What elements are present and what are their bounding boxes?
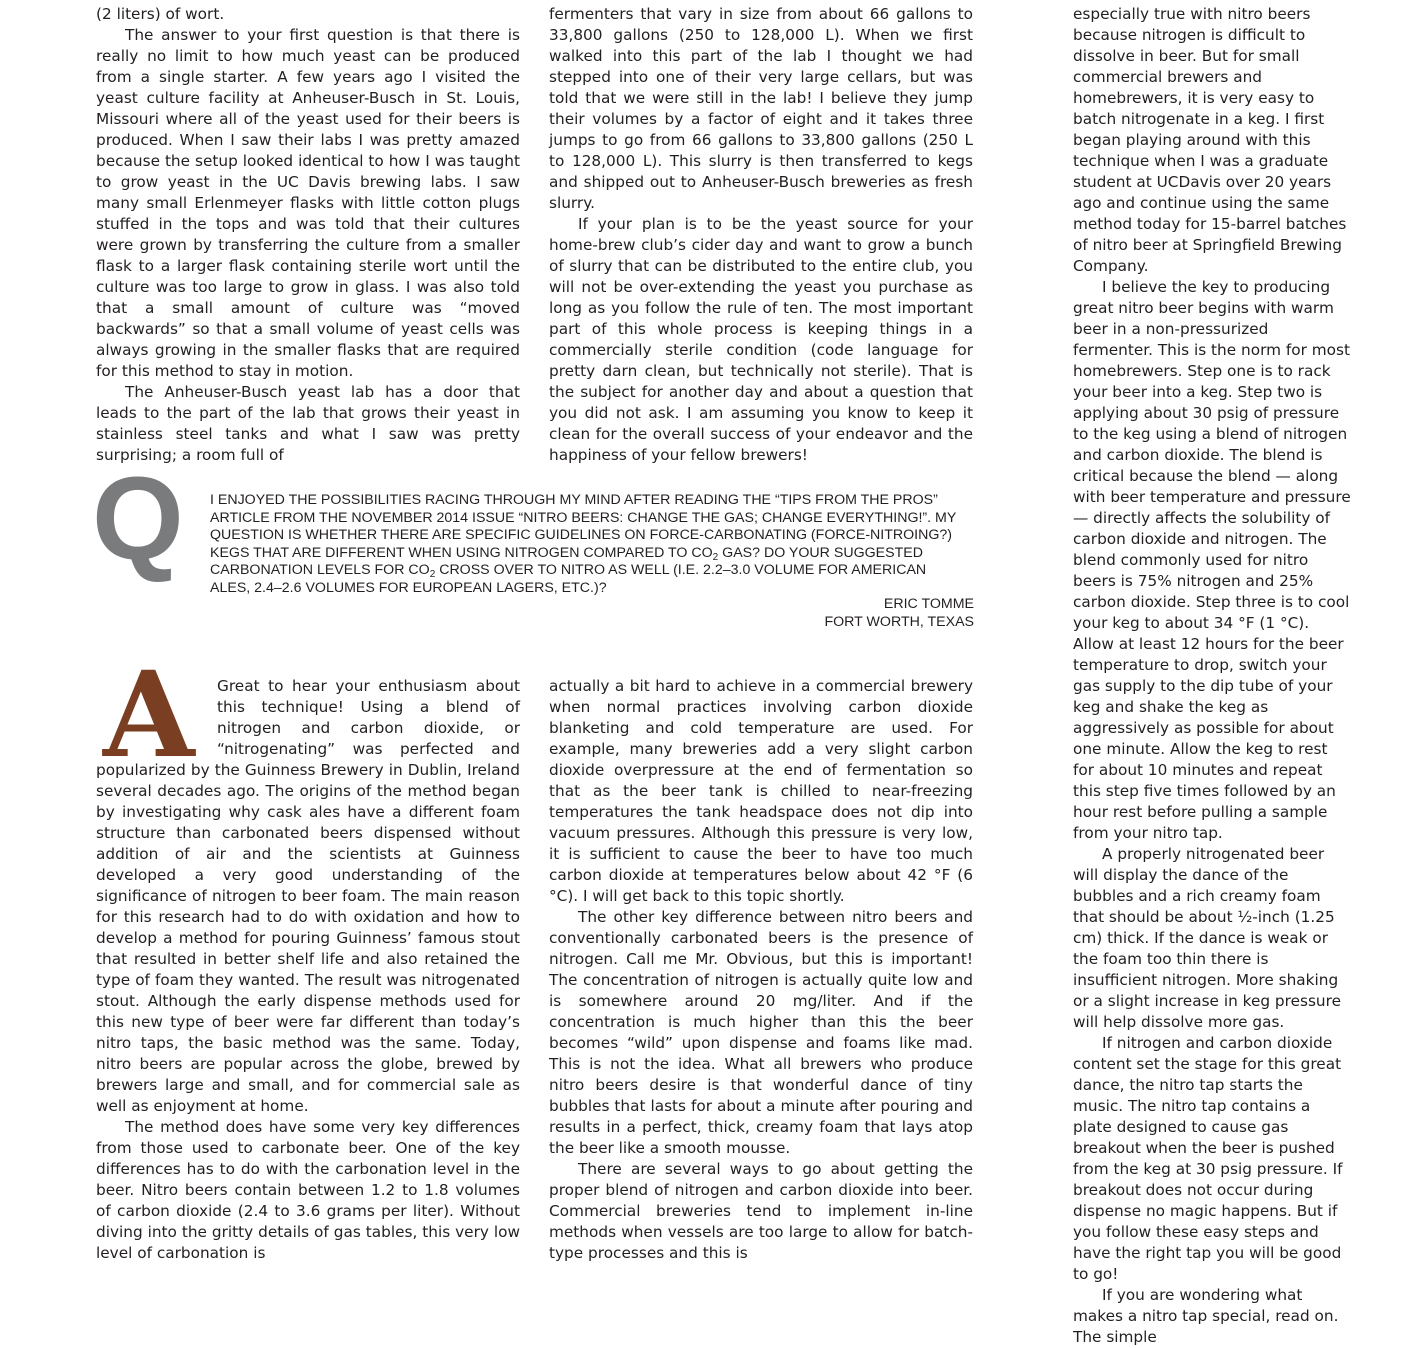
paragraph: If your plan is to be the yeast source for your home-brew club’s cider day and want to grow a bunch of slurry that can be distributed to the entire club, you will not be over-extending the yeast you purchase as long as you follow the rule of ten. The most important part of this whole process is keeping things in a commercially sterile condition (code language for pretty darn clean, but technically not sterile). That is the subject for another day and about a question that you did not ask. I am assuming you know to keep it clean for the overall success of your endeavor and the happiness of your fellow brewers! (549, 215, 973, 464)
question-text (96, 492, 966, 598)
paragraph: I believe the key to producing great nitro beer begins with warm beer in a non-pressurized fermenter. This is the norm for most homebrewers. Step one is to rack your beer into a keg. Step two is applying about 30 psig of pressure to the keg using a blend of nitrogen and carbon dioxide. The blend is critical because the blend — along with beer temperature and pressure — directly affects the solubility of carbon dioxide and nitrogen. The blend commonly used for nitro beers is 75% nitrogen and 25% carbon dioxide. Step three is to cool your keg to about 34 °F (1 °C). Allow at least 12 hours for the beer temperature to drop, switch your gas supply to the dip tube of your keg and shake the keg as aggressively as possible for about one minute. Allow the keg to rest for about 10 minutes and repeat this step five times followed by an hour rest before pulling a sample from your nitro tap. (1073, 278, 1351, 842)
paragraph: If nitrogen and carbon dioxide content set the stage for this great dance, the nitro tap starts the music. The nitro tap contains a plate designed to cause gas breakout when the beer is pushed from the keg at 30 psig pressure. If breakout does not occur during dispense no magic happens. But if you follow these easy steps and have the right tap you will be good to go! (1073, 1034, 1343, 1283)
answer-opening: Great to hear your enthusiasm about this technique! Using a blend of nitrogen and carbon dioxide, or “nitrogenating” was perfected and popularized by the Guinness Brewery in Dublin, Ireland several decades ago. The origins of the method began by investigating why cask ales have a different foam structure than carbonated beers dispensed without addition of air and the scientists at Guinness developed a very good understanding of the significance of nitrogen to beer foam. The main reason for this research had to do with oxidation and how to develop a method for pouring Guinness’ famous stout that resulted in better shelf life and also retained the type of foam they wanted. The result was nitrogenated stout. Although the early dispense methods used for this new type of beer were far different than today’s nitro taps, the basic method was the same. Today, nitro beers are popular across the globe, brewed by brewers large and small, and for commercial sale as well as enjoyment at home. (96, 677, 520, 1115)
paragraph: The other key difference between nitro beers and conventionally carbonated beers is the presence of nitrogen. Call me Mr. Obvious, but this is important! The concentration of nitrogen is actually quite low and is somewhere around 20 mg/liter. And if the concentration is much higher than this the beer becomes “wild” upon dispense and foams like mad. This is not the idea. What all brewers who produce nitro beers desire is that wonderful dance of tiny bubbles that lasts for about a minute after pouring and results in a perfect, thick, creamy foam that lays atop the beer like a smooth mousse. (549, 908, 973, 1157)
subscript: 2 (429, 569, 436, 581)
paragraph: If you are wondering what makes a nitro tap special, read on. The simple (1073, 1286, 1339, 1346)
column-3 (1073, 4, 1351, 1348)
subscript: 2 (712, 551, 719, 563)
question-text-part-b: GAS? DO YOUR SUGGESTED CARBONATION LEVELS FOR CO (210, 544, 923, 579)
paragraph: (2 liters) of wort. (96, 5, 225, 23)
paragraph (96, 676, 520, 1117)
dropcap-spacer (96, 676, 217, 760)
column-1-top (96, 4, 520, 466)
column-2-top (549, 4, 973, 466)
question-location: FORT WORTH, TEXAS (824, 613, 974, 630)
column-1-bottom (96, 676, 520, 1264)
paragraph: A properly nitrogenated beer will display the dance of the bubbles and a rich creamy foam that should be about ½-inch (1.25 cm) thick. If the dance is weak or the foam too thin there is insufficient nitrogen. More shaking or a slight increase in keg pressure will help dissolve more gas. (1073, 845, 1341, 1031)
column-2-bottom (549, 676, 973, 1264)
paragraph: fermenters that vary in size from about 66 gallons to 33,800 gallons (250 to 128,000 L). When we first walked into this part of the lab I thought we had stepped into one of their very large cellars, but was told that we were still in the lab! I believe they jump their volumes by a factor of eight and it takes three jumps to go from 66 gallons to 33,800 gallons (250 L to 128,000 L). This slurry is then transferred to kegs and shipped out to Anheuser-Busch breweries as fresh slurry. (549, 5, 973, 212)
question-block (92, 453, 976, 630)
paragraph: actually a bit hard to achieve in a commercial brewery when normal practices involving carbon dioxide blanketing and cold temperature are used. For example, many breweries add a very slight carbon dioxide overpressure at the end of fermentation so that as the beer tank is chilled to near-freezing temperatures the tank headspace does not dip into vacuum pressures. Although this pressure is very low, it is sufficient to cause the beer to have too much carbon dioxide at temperatures below about 42 °F (6 °C). I will get back to this topic shortly. (549, 677, 973, 905)
paragraph: The Anheuser-Busch yeast lab has a door that leads to the part of the lab that grows their yeast in stainless steel tanks and what I saw was pretty surprising; a room full of (96, 383, 520, 464)
question-drop-letter: Q (92, 453, 184, 585)
question-signature (92, 596, 974, 631)
answer-drop-letter: A (103, 645, 195, 784)
question-text-part-a: I ENJOYED THE POSSIBILITIES RACING THROUGH MY MIND AFTER READING THE “TIPS FROM THE PROS” ARTICLE FROM THE NOVEMBER 2014 ISSUE “NITRO BEERS: CHANGE THE GAS; CHANGE EVERYTHING!”. MY QUESTION IS WHETHER THERE ARE SPECIFIC GUIDELINES ON FORCE-CARBONATING (FORCE-NITROING?) KEGS THAT ARE DIFFERENT WHEN USING NITROGEN COMPARED TO CO (210, 492, 957, 561)
question-author: ERIC TOMME (883, 596, 974, 612)
paragraph: The method does have some very key differences from those used to carbonate beer. One of the key differences has to do with the carbonation level in the beer. Nitro beers contain between 1.2 to 1.8 volumes of carbon dioxide (2.4 to 3.6 grams per liter). Without diving into the gritty details of gas tables, this very low level of carbonation is (96, 1118, 520, 1262)
question-text-part-c: CROSS OVER TO NITRO AS WELL (I.E. 2.2–3.0 VOLUME FOR AMERICAN ALES, 2.4–2.6 VOLUMES FOR EUROPEAN LAGERS, ETC.)? (210, 562, 927, 596)
paragraph: especially true with nitro beers because nitrogen is difficult to dissolve in beer. But for small commercial brewers and homebrewers, it is very easy to batch nitrogenate in a keg. I first began playing around with this technique when I was a graduate student at UCDavis over 20 years ago and continue using the same method today for 15-barrel batches of nitro beer at Springfield Brewing Company. (1073, 5, 1347, 275)
paragraph: There are several ways to go about getting the proper blend of nitrogen and carbon dioxide into beer. Commercial breweries tend to implement in-line methods when vessels are too large to allow for batch-type processes and this is (549, 1160, 973, 1262)
paragraph: The answer to your first question is that there is really no limit to how much yeast can be produced from a single starter. A few years ago I visited the yeast culture facility at Anheuser-Busch in St. Louis, Missouri where all of the yeast used for their beers is produced. When I saw their labs I was pretty amazed because the setup looked identical to how I was taught to grow yeast in the UC Davis brewing labs. I saw many small Erlenmeyer flasks with little cotton plugs stuffed in the tops and was told that their cultures were grown by transferring the culture from a smaller flask to a larger flask containing sterile wort until the culture was too large to grow in glass. I was also told that a small amount of culture was “moved backwards” so that a small volume of yeast cells was always growing in the smaller flasks that are required for this method to stay in motion. (96, 26, 520, 380)
